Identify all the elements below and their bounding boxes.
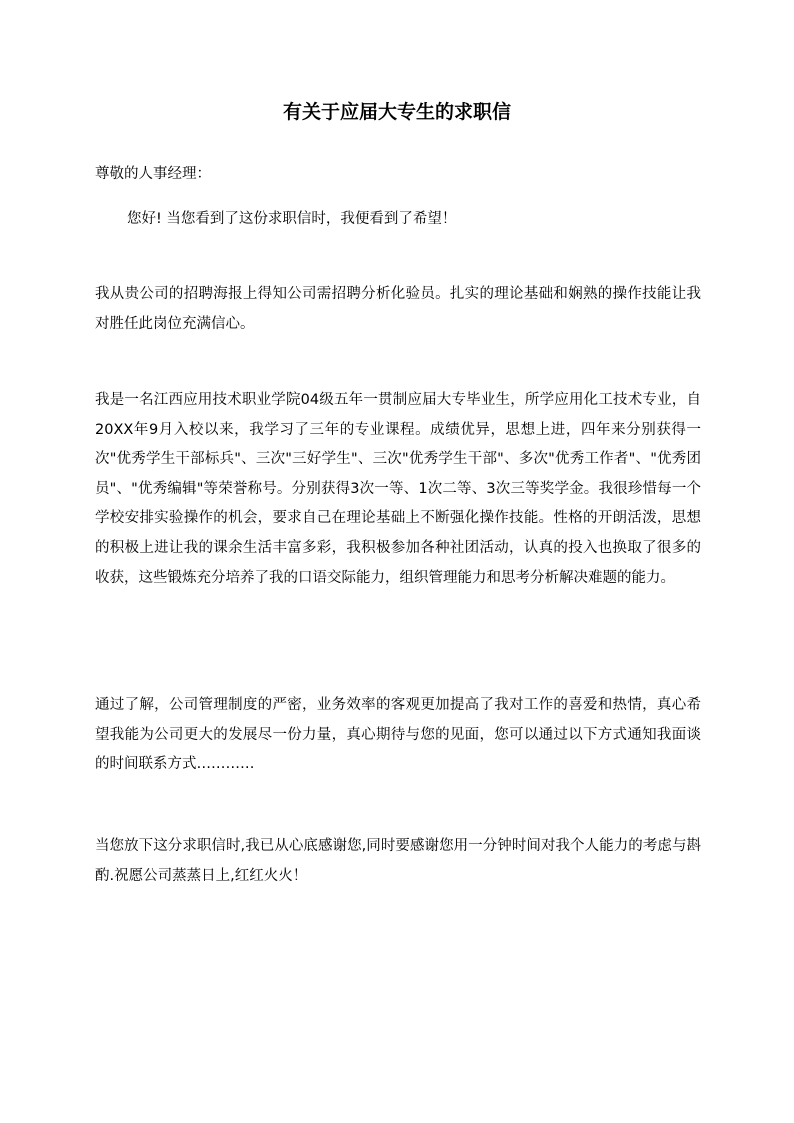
body-paragraph-closing: 当您放下这分求职信时,我已从心底感谢您,同时要感谢您用一分钟时间对我个人能力的考虑与斟酌.祝愿公司蒸蒸日上,红红火火！ bbox=[95, 838, 701, 884]
page-title: 有关于应届大专生的求职信 bbox=[282, 101, 511, 123]
salutation: 尊敬的人事经理： bbox=[95, 166, 211, 182]
body-paragraph-background: 我是一名江西应用技术职业学院04级五年一贯制应届大专毕业生，所学应用化工技术专业，自20XX年9月入校以来，我学习了三年的专业课程。成绩优异，思想上进，四年来分别获得一次"优秀学生干部标兵"、三次"三好学生"、三次"优秀学生干部"、多次"优秀工作者"、"优秀团员"、"优秀编辑"等荣誉称号。分别获得3次一等、1次二等、3次三等奖学金。我很珍惜每一个学校安排实验操作的机会，要求自己在理论基础上不断强化操作技能。性格的开朗活泼，思想的积极上进让我的课余生活丰富多彩，我积极参加各种社团活动，认真的投入也换取了很多的收获，这些锻炼充分培养了我的口语交际能力，组织管理能力和思考分析解决难题的能力。 bbox=[95, 392, 701, 586]
body-paragraph-source: 我从贵公司的招聘海报上得知公司需招聘分析化验员。扎实的理论基础和娴熟的操作技能让我对胜任此岗位充满信心。 bbox=[95, 286, 701, 332]
body-paragraph-motivation: 通过了解，公司管理制度的严密，业务效率的客观更加提高了我对工作的喜爱和热情，真心希望我能为公司更大的发展尽一份力量，真心期待与您的见面，您可以通过以下方式通知我面谈的时间联系方式………… bbox=[95, 697, 701, 773]
greeting: 您好! 当您看到了这份求职信时，我便看到了希望！ bbox=[127, 211, 457, 227]
